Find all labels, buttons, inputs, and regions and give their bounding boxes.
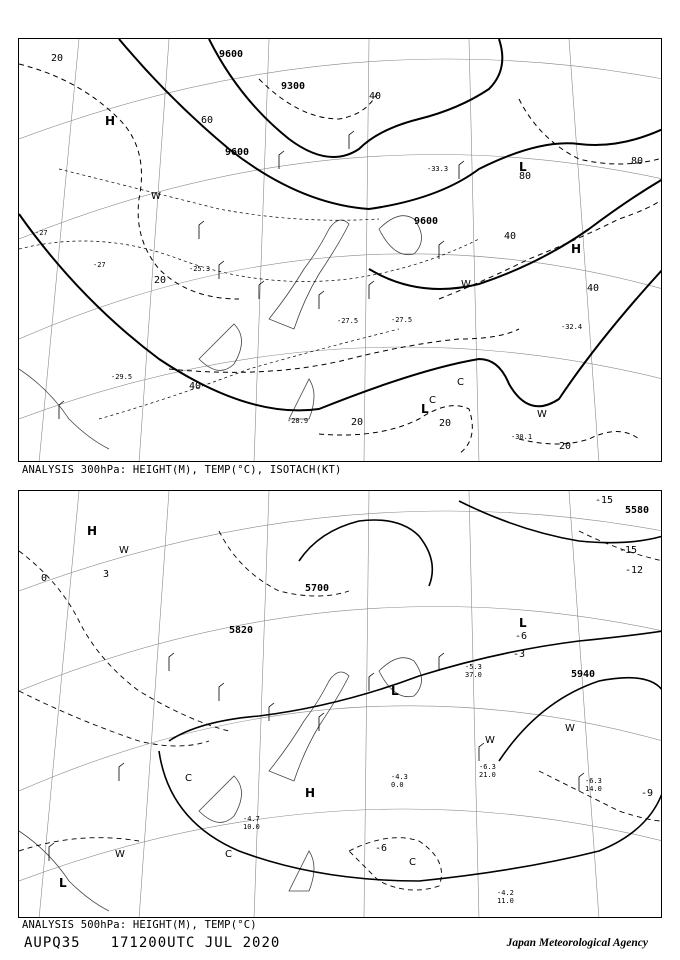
isotherm-label: -3 [513, 649, 526, 660]
low-pressure-symbol: L [519, 616, 527, 630]
temp-label: -30.1 [511, 433, 533, 441]
caption-300hpa: ANALYSIS 300hPa: HEIGHT(M), TEMP(°C), ISOTACH(KT) [22, 464, 342, 476]
warm-core-symbol: W [151, 191, 161, 202]
isotherm-label: 3 [103, 569, 110, 580]
isotach-label: 80 [519, 171, 532, 182]
map-panel-500hpa [18, 490, 662, 918]
isotherm-label: -6 [515, 631, 528, 642]
station-temp: -4.7 [243, 815, 260, 823]
cold-core-symbol: C [409, 857, 416, 868]
station-dewpoint: 11.0 [497, 897, 514, 905]
station-temp: -6.3 [585, 777, 602, 785]
height-contours-300 [19, 39, 662, 410]
low-pressure-symbol: L [391, 684, 399, 698]
isotach-label: 40 [369, 91, 382, 102]
isotach-label: 80 [631, 156, 644, 167]
height-label: 5940 [571, 669, 596, 680]
warm-core-symbol: W [537, 409, 547, 420]
analysis-time: 171200UTC JUL 2020 [110, 935, 281, 951]
isotherm-label: -6 [375, 843, 388, 854]
isotherm-label: -12 [625, 565, 644, 576]
cold-core-symbol: C [457, 377, 464, 388]
station-dewpoint: 10.0 [243, 823, 260, 831]
height-contours-500 [159, 501, 662, 881]
temp-label: -27 [35, 229, 48, 237]
temp-label: -25.3 [189, 265, 211, 273]
temp-label: -27.5 [337, 317, 359, 325]
isotach-label: 20 [439, 418, 452, 429]
isotherm-label: -9 [641, 788, 654, 799]
high-pressure-symbol: H [571, 242, 582, 256]
caption-500hpa: ANALYSIS 500hPa: HEIGHT(M), TEMP(°C) [22, 919, 257, 931]
warm-core-symbol: W [565, 723, 575, 734]
isotherm-label: -15 [595, 495, 614, 506]
high-pressure-symbol: H [305, 786, 316, 800]
warm-core-symbol: W [485, 735, 495, 746]
bulletin-header [24, 935, 280, 951]
height-label: 9300 [281, 81, 306, 92]
warm-core-symbol: W [115, 849, 125, 860]
isotach-label: 20 [559, 441, 572, 452]
temp-label: -29.5 [111, 373, 133, 381]
height-label: 5580 [625, 505, 650, 516]
cold-core-symbol: C [225, 849, 232, 860]
isotach-contours-300 [19, 64, 662, 454]
high-pressure-symbol: H [105, 114, 116, 128]
isotherms-300 [19, 169, 479, 419]
station-dewpoint: 0.0 [391, 781, 404, 789]
isotherm-label: -15 [619, 545, 638, 556]
map-500hpa-svg [19, 491, 662, 918]
isotherms-500 [19, 531, 662, 890]
temp-label: -27 [93, 261, 106, 269]
low-pressure-symbol: L [519, 160, 527, 174]
coastline-300 [19, 216, 422, 449]
height-label: 9600 [219, 49, 244, 60]
isotach-label: 20 [154, 275, 167, 286]
isotherm-label: 0 [41, 573, 48, 584]
agency-name: Japan Meteorological Agency [506, 937, 648, 949]
high-pressure-symbol: H [87, 524, 98, 538]
height-label: 5820 [229, 625, 254, 636]
station-dewpoint: 21.0 [479, 771, 496, 779]
station-temp: -6.3 [479, 763, 496, 771]
height-label: 9600 [414, 216, 439, 227]
map-panel-300hpa [18, 38, 662, 462]
cold-core-symbol: C [185, 773, 192, 784]
warm-core-symbol: W [461, 279, 471, 290]
low-pressure-symbol: L [421, 402, 429, 416]
temp-label: -33.3 [427, 165, 449, 173]
cold-core-symbol: C [429, 395, 436, 406]
temp-label: -28.9 [287, 417, 309, 425]
station-dewpoint: 14.0 [585, 785, 602, 793]
isotach-label: 60 [201, 115, 214, 126]
station-temp: -4.3 [391, 773, 408, 781]
bulletin-code: AUPQ35 [24, 935, 81, 951]
station-temp: -4.2 [497, 889, 514, 897]
station-dewpoint: 37.0 [465, 671, 482, 679]
isotach-label: 20 [351, 417, 364, 428]
grid-300 [19, 39, 662, 462]
wind-barbs-500 [49, 653, 584, 861]
warm-core-symbol: W [119, 545, 129, 556]
height-label: 9600 [225, 147, 250, 158]
isotach-label: 40 [587, 283, 600, 294]
temp-label: -27.5 [391, 316, 413, 324]
map-300hpa-svg [19, 39, 662, 462]
height-label: 5700 [305, 583, 330, 594]
temp-label: -32.4 [561, 323, 583, 331]
low-pressure-symbol: L [59, 876, 67, 890]
station-temp: -5.3 [465, 663, 482, 671]
isotach-label: 40 [189, 381, 202, 392]
isotach-label: 40 [504, 231, 517, 242]
isotach-label: 20 [51, 53, 64, 64]
